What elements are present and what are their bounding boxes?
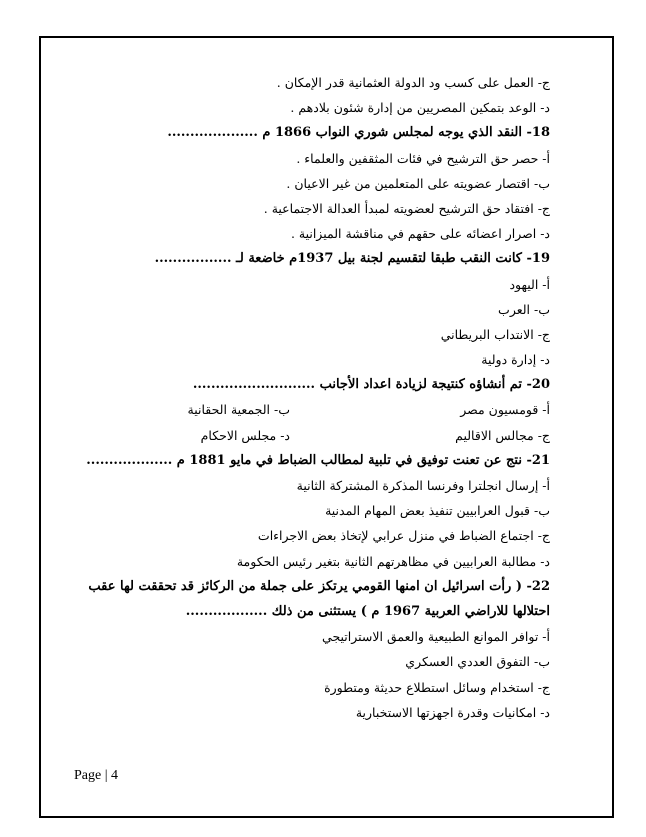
option-line: د- مجلس الاحكام — [200, 427, 290, 443]
question-20: 20- تم أنشاؤه كنتيجة لزيادة اعداد الأجانب ........................... — [192, 377, 550, 393]
option-line: ب- الجمعية الحقانية — [187, 402, 290, 418]
question-21: 21- نتج عن تعنت توفيق في تلبية لمطالب الضباط في مايو 1881 م ................... — [86, 452, 550, 468]
option-line: أ- حصر حق الترشيح في فئات المثقفين والعلماء . — [296, 150, 550, 166]
exam-content — [80, 70, 550, 725]
option-line: د- امكانيات وقدرة اجهزتها الاستخبارية — [355, 704, 550, 720]
option-line: ج- استخدام وسائل استطلاع حديثة ومتطورة — [324, 679, 550, 695]
option-line: د- إدارة دولية — [481, 352, 550, 368]
option-line: ب- التفوق العددي العسكري — [405, 654, 550, 670]
option-line: د- الوعد بتمكين المصريين من إدارة شئون بلادهم . — [290, 100, 550, 116]
option-line: أ- إرسال انجلترا وفرنسا المذكرة المشتركة الثانية — [296, 478, 550, 493]
question-19: 19- كانت النقب طبقا لتقسيم لجنة بيل 1937م خاضعة لـ ................. — [154, 251, 550, 267]
option-line: أ- اليهود — [509, 276, 550, 292]
option-line: ج- العمل على كسب ود الدولة العثمانية قدر الإمكان . — [276, 75, 550, 90]
option-line: ب- العرب — [498, 301, 550, 317]
question-18: 18- النقد الذي يوجه لمجلس شوري النواب 1866 م .................... — [167, 125, 550, 141]
option-line: ج- افتقاد حق الترشيح لعضويته لمبدأ العدالة الاجتماعية . — [263, 200, 550, 216]
option-line: ب- اقتصار عضويته على المتعلمين من غير الاعيان . — [286, 175, 550, 191]
option-line: ج- مجالس الاقاليم — [455, 427, 550, 443]
option-line: ج- اجتماع الضباط في منزل عرابي لإتخاذ بعض الاجراءات — [257, 528, 550, 544]
page-number: Page | 4 — [74, 768, 119, 783]
option-line: أ- توافر الموانع الطبيعية والعمق الاستراتيجي — [322, 629, 550, 645]
option-line: ج- الانتداب البريطاني — [440, 326, 550, 342]
option-line: أ- قومسيون مصر — [460, 402, 550, 418]
question-22: 22- ( رأت اسرائيل ان امنها القومي يرتكز على جملة من الركائز قد تحققت لها عقب احتلالها للاراضي العربية 1967 م ) يستثنى من ذلك .................. — [88, 578, 550, 619]
option-row — [80, 423, 550, 448]
option-line: ب- قبول العرابيين تنفيذ بعض المهام المدنية — [325, 503, 550, 519]
option-row — [80, 397, 550, 422]
option-line: د- مطالبة العرابيين في مظاهرتهم الثانية بتغير رئيس الحكومة — [236, 553, 550, 569]
option-line: د- اصرار اعضائه على حقهم في مناقشة الميزانية . — [290, 226, 550, 242]
